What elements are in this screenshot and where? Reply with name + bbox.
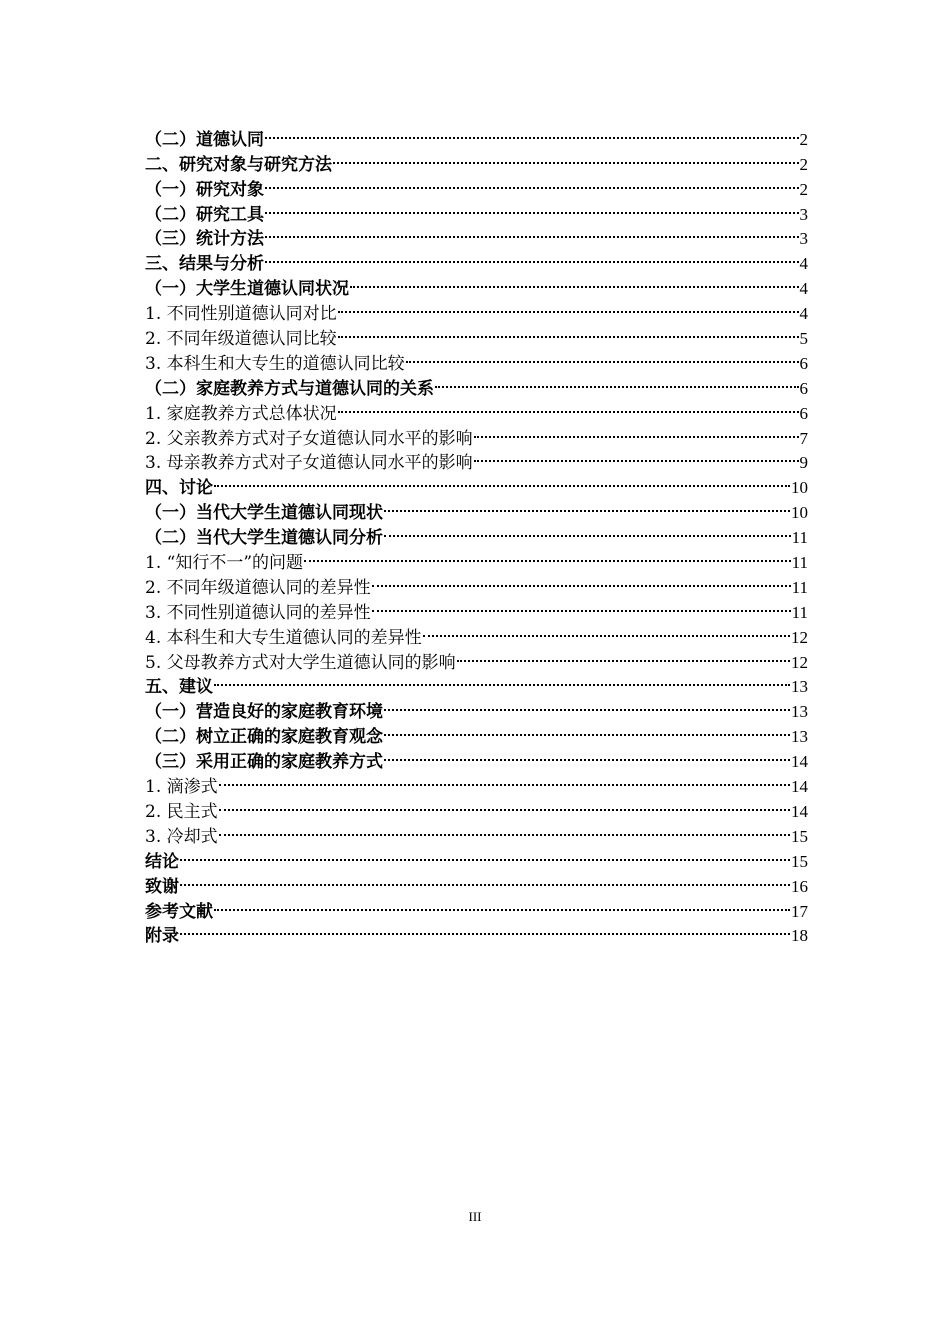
toc-entry-title: （二）研究工具 <box>145 204 264 225</box>
toc-entry[interactable] <box>145 493 808 524</box>
toc-dot-leader <box>474 419 799 444</box>
toc-entry-title: （一）大学生道德认同状况 <box>145 279 349 300</box>
toc-dot-leader <box>372 593 791 618</box>
toc-dot-leader <box>219 767 790 792</box>
toc-entry-page: 9 <box>799 453 808 473</box>
toc-entry-page: 11 <box>791 528 808 548</box>
toc-entry-title: 1. 不同性别道德认同对比 <box>145 304 337 325</box>
toc-dot-leader <box>180 867 790 892</box>
toc-entry-page: 10 <box>791 503 808 523</box>
toc-entry-page: 2 <box>799 154 808 174</box>
toc-entry-title: 致谢 <box>145 876 179 897</box>
toc-entry-page: 11 <box>791 553 808 573</box>
toc-dot-leader <box>265 195 799 220</box>
toc-entry-title: （二）当代大学生道德认同分析 <box>145 528 383 549</box>
toc-entry-title: （二）家庭教养方式与道德认同的关系 <box>145 378 434 399</box>
toc-dot-leader <box>214 468 790 493</box>
toc-entry-title: （一）营造良好的家庭教育环境 <box>145 702 383 723</box>
toc-entry[interactable] <box>145 867 808 897</box>
toc-dot-leader <box>214 668 790 693</box>
toc-dot-leader <box>219 817 790 842</box>
toc-entry-title: （一）研究对象 <box>145 179 264 200</box>
toc-entry-title: 3. 不同性别道德认同的差异性 <box>145 602 371 623</box>
toc-entry-title: （二）树立正确的家庭教育观念 <box>145 727 383 748</box>
toc-dot-leader <box>333 145 799 170</box>
toc-dot-leader <box>338 294 799 319</box>
toc-dot-leader <box>304 543 791 568</box>
toc-entry-page: 6 <box>799 403 808 423</box>
toc-entry[interactable] <box>145 668 808 698</box>
toc-entry-page: 3 <box>799 229 808 249</box>
toc-dot-leader <box>180 917 790 942</box>
toc-dot-leader <box>350 269 799 294</box>
toc-entry-title: 1. 家庭教养方式总体状况 <box>145 403 337 424</box>
toc-dot-leader <box>372 568 791 593</box>
toc-entry[interactable] <box>145 767 808 798</box>
toc-dot-leader <box>384 692 790 717</box>
toc-entry[interactable] <box>145 468 808 499</box>
toc-entry-title: 5. 父母教养方式对大学生道德认同的影响 <box>145 652 456 673</box>
toc-dot-leader <box>338 319 799 344</box>
toc-entry-page: 11 <box>791 577 808 597</box>
toc-dot-leader <box>265 170 799 195</box>
toc-entry-title: （一）当代大学生道德认同现状 <box>145 503 383 524</box>
toc-entry-page: 5 <box>799 329 808 349</box>
toc-entry[interactable] <box>145 817 808 847</box>
toc-entry-page: 18 <box>791 926 808 946</box>
toc-entry-page: 4 <box>799 304 808 324</box>
toc-entry-page: 6 <box>799 378 808 398</box>
toc-dot-leader <box>180 842 790 867</box>
toc-entry-page: 12 <box>791 652 808 672</box>
toc-entry-title: 结论 <box>145 851 179 872</box>
toc-entry-title: 附录 <box>145 926 179 947</box>
toc-entry-page: 14 <box>791 752 808 772</box>
toc-dot-leader <box>384 493 790 518</box>
toc-entry-title: 3. 冷却式 <box>145 826 218 847</box>
toc-entry-page: 4 <box>799 254 808 274</box>
table-of-contents <box>145 120 808 947</box>
toc-dot-leader <box>435 369 799 394</box>
toc-entry-title: 4. 本科生和大专生道德认同的差异性 <box>145 627 422 648</box>
toc-dot-leader <box>457 643 790 668</box>
toc-entry-title: 2. 父亲教养方式对子女道德认同水平的影响 <box>145 428 473 449</box>
toc-dot-leader <box>384 717 790 742</box>
toc-entry-page: 17 <box>791 901 808 921</box>
toc-entry-page: 13 <box>791 677 808 697</box>
toc-dot-leader <box>384 518 791 543</box>
toc-entry[interactable] <box>145 842 808 872</box>
toc-dot-leader <box>384 742 790 767</box>
toc-dot-leader <box>406 344 799 369</box>
toc-entry-title: 1. 滴渗式 <box>145 777 218 798</box>
toc-entry-title: （三）统计方法 <box>145 229 264 250</box>
toc-entry-title: 参考文献 <box>145 901 213 922</box>
toc-entry-page: 11 <box>791 602 808 622</box>
toc-entry-page: 13 <box>791 702 808 722</box>
toc-entry[interactable] <box>145 892 808 922</box>
toc-entry-title: 三、结果与分析 <box>145 254 264 275</box>
toc-entry-title: 3. 本科生和大专生的道德认同比较 <box>145 353 405 374</box>
toc-entry-title: （三）采用正确的家庭教养方式 <box>145 752 383 773</box>
toc-entry-page: 16 <box>791 876 808 896</box>
toc-entry-title: （二）道德认同 <box>145 129 264 150</box>
toc-dot-leader <box>219 792 790 817</box>
toc-dot-leader <box>423 618 790 643</box>
toc-entry-page: 4 <box>799 279 808 299</box>
toc-entry-page: 13 <box>791 727 808 747</box>
toc-entry[interactable] <box>145 792 808 822</box>
toc-entry-page: 10 <box>791 478 808 498</box>
toc-entry-page: 2 <box>799 179 808 199</box>
toc-entry-page: 14 <box>791 801 808 821</box>
toc-entry-title: 2. 不同年级道德认同的差异性 <box>145 577 371 598</box>
toc-entry-title: 3. 母亲教养方式对子女道德认同水平的影响 <box>145 453 473 474</box>
toc-entry-page: 2 <box>799 129 808 149</box>
toc-entry-page: 6 <box>799 353 808 373</box>
toc-entry-title: 四、讨论 <box>145 478 213 499</box>
toc-dot-leader <box>265 120 799 145</box>
toc-entry-page: 3 <box>799 204 808 224</box>
toc-entry[interactable] <box>145 120 808 150</box>
toc-entry-page: 12 <box>791 627 808 647</box>
page-number: III <box>468 1209 482 1224</box>
toc-entry-page: 15 <box>791 826 808 846</box>
toc-entry-page: 14 <box>791 777 808 797</box>
toc-entry-title: 2. 不同年级道德认同比较 <box>145 329 337 350</box>
toc-entry[interactable] <box>145 917 808 947</box>
toc-dot-leader <box>265 220 799 245</box>
toc-entry-title: 五、建议 <box>145 677 213 698</box>
toc-dot-leader <box>265 244 799 269</box>
toc-dot-leader <box>214 892 790 917</box>
toc-entry[interactable] <box>145 692 808 723</box>
toc-dot-leader <box>338 394 799 419</box>
toc-entry-page: 7 <box>799 428 808 448</box>
toc-dot-leader <box>474 444 799 469</box>
toc-entry-page: 15 <box>791 851 808 871</box>
toc-entry-title: 二、研究对象与研究方法 <box>145 154 332 175</box>
toc-entry-title: 2. 民主式 <box>145 801 218 822</box>
toc-entry-title: 1. “知行不一”的问题 <box>145 553 304 574</box>
